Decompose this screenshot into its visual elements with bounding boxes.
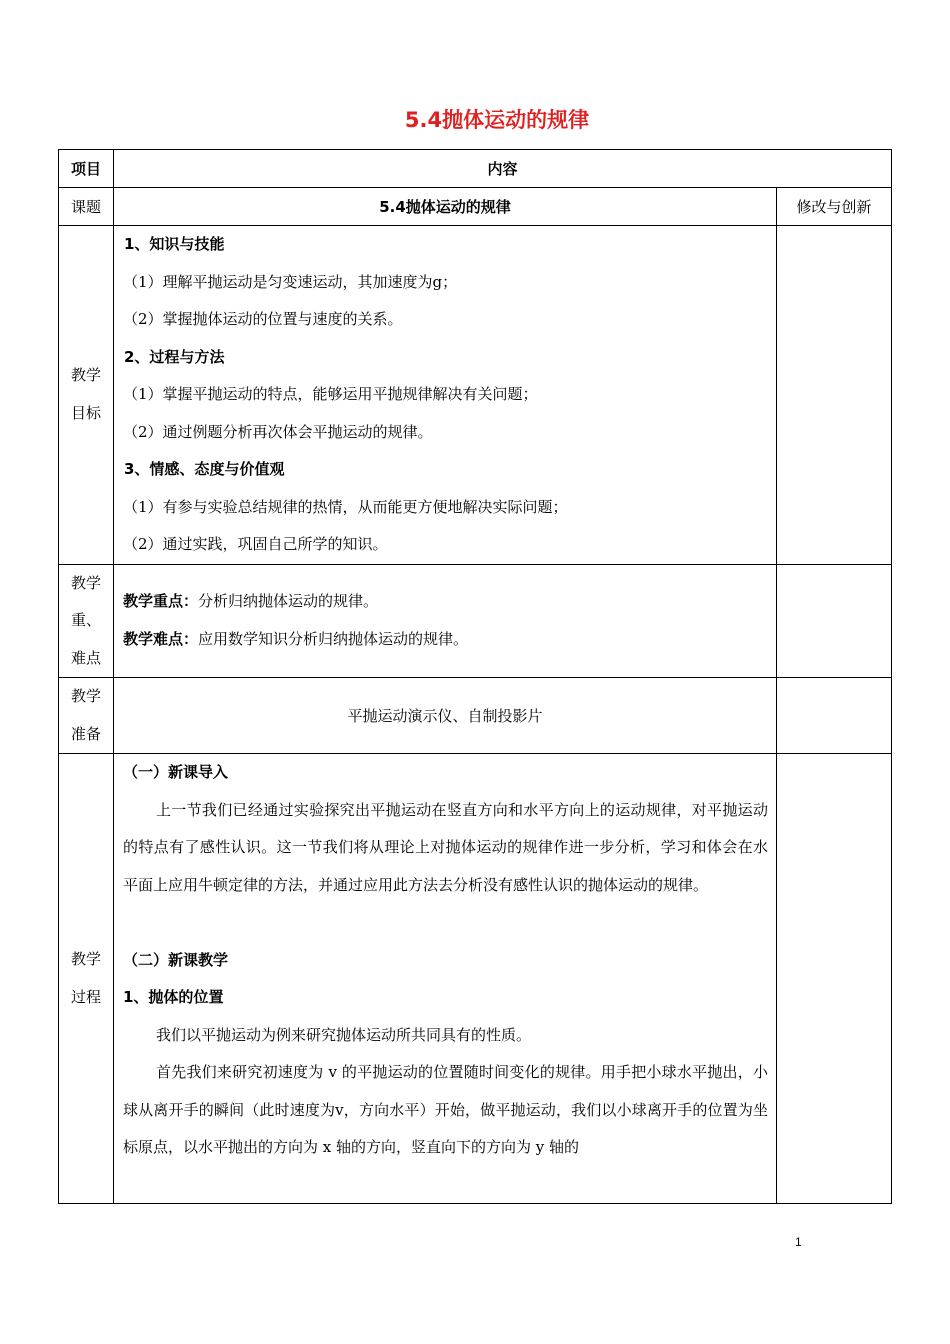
lesson-plan-table — [58, 149, 892, 1204]
section-heading: 2、过程与方法 — [124, 347, 225, 366]
header-content: 内容 — [114, 150, 892, 188]
goal-item: （2）通过实践，巩固自己所学的知识。 — [123, 535, 388, 553]
revision-column-label: 修改与创新 — [776, 188, 891, 226]
section-heading: （二）新课教学 — [123, 950, 229, 969]
process-label: 教学 过程 — [59, 754, 114, 1204]
prep-notes — [776, 678, 891, 754]
prep-content: 平抛运动演示仪、自制投影片 — [114, 678, 777, 754]
page-number: 1 — [795, 1235, 802, 1249]
document-title: 5.4抛体运动的规律 — [404, 108, 590, 132]
process-notes — [776, 754, 891, 1204]
goal-item: （2）通过例题分析再次体会平抛运动的规律。 — [123, 422, 433, 441]
keypoints-row — [59, 564, 892, 678]
goal-item: （1）掌握平抛运动的特点，能够运用平抛规律解决有关问题； — [123, 385, 538, 403]
goals-notes — [776, 226, 891, 565]
section-heading: 1、抛体的位置 — [123, 988, 224, 1006]
process-content — [114, 754, 777, 1204]
goal-item: （1）有参与实验总结规律的热情，从而能更方便地解决实际问题； — [123, 497, 568, 516]
topic-value: 5.4抛体运动的规律 — [114, 188, 777, 226]
goal-item: （1）理解平抛运动是匀变速运动，其加速度为g； — [123, 272, 458, 291]
keypoints-content — [114, 564, 777, 678]
paragraph: 首先我们来研究初速度为 v 的平抛运动的位置随时间变化的规律。用手把小球水平抛出，小球从离开手的瞬间（此时速度为v，方向水平）开始，做平抛运动，我们以小球离开手的位置为坐标原点，以水平抛出的方向为 x 轴的方向，竖直向下的方向为 y 轴的 — [123, 1063, 768, 1156]
goals-content — [114, 226, 777, 565]
goal-item: （2）掌握抛体运动的位置与速度的关系。 — [123, 310, 403, 328]
paragraph: 我们以平抛运动为例来研究抛体运动所共同具有的性质。 — [156, 1025, 532, 1044]
section-heading: 1、知识与技能 — [124, 235, 225, 253]
prep-row — [59, 678, 892, 754]
key-point: 教学重点：分析归纳抛体运动的规律。 — [123, 592, 379, 611]
header-item: 项目 — [59, 150, 114, 188]
keypoints-label: 教学 重、 难点 — [59, 564, 114, 678]
prep-label: 教学 准备 — [59, 678, 114, 754]
paragraph: 上一节我们已经通过实验探究出平抛运动在竖直方向和水平方向上的运动规律，对平抛运动的特点有了感性认识。这一节我们将从理论上对抛体运动的规律作进一步分析，学习和体会在水平面上应用牛顿定律的方法，并通过应用此方法去分析没有感性认识的抛体运动的规律。 — [123, 800, 768, 894]
section-heading: （一）新课导入 — [123, 763, 229, 781]
process-row — [59, 754, 892, 1204]
section-heading: 3、情感、态度与价值观 — [124, 460, 285, 478]
topic-row — [59, 188, 892, 226]
difficult-point: 教学难点：应用数学知识分析归纳抛体运动的规律。 — [123, 629, 469, 648]
table-header-row — [59, 150, 892, 188]
goals-row — [59, 226, 892, 565]
keypoints-notes — [776, 564, 891, 678]
goals-label: 教学 目标 — [59, 226, 114, 565]
topic-label: 课题 — [59, 188, 114, 226]
